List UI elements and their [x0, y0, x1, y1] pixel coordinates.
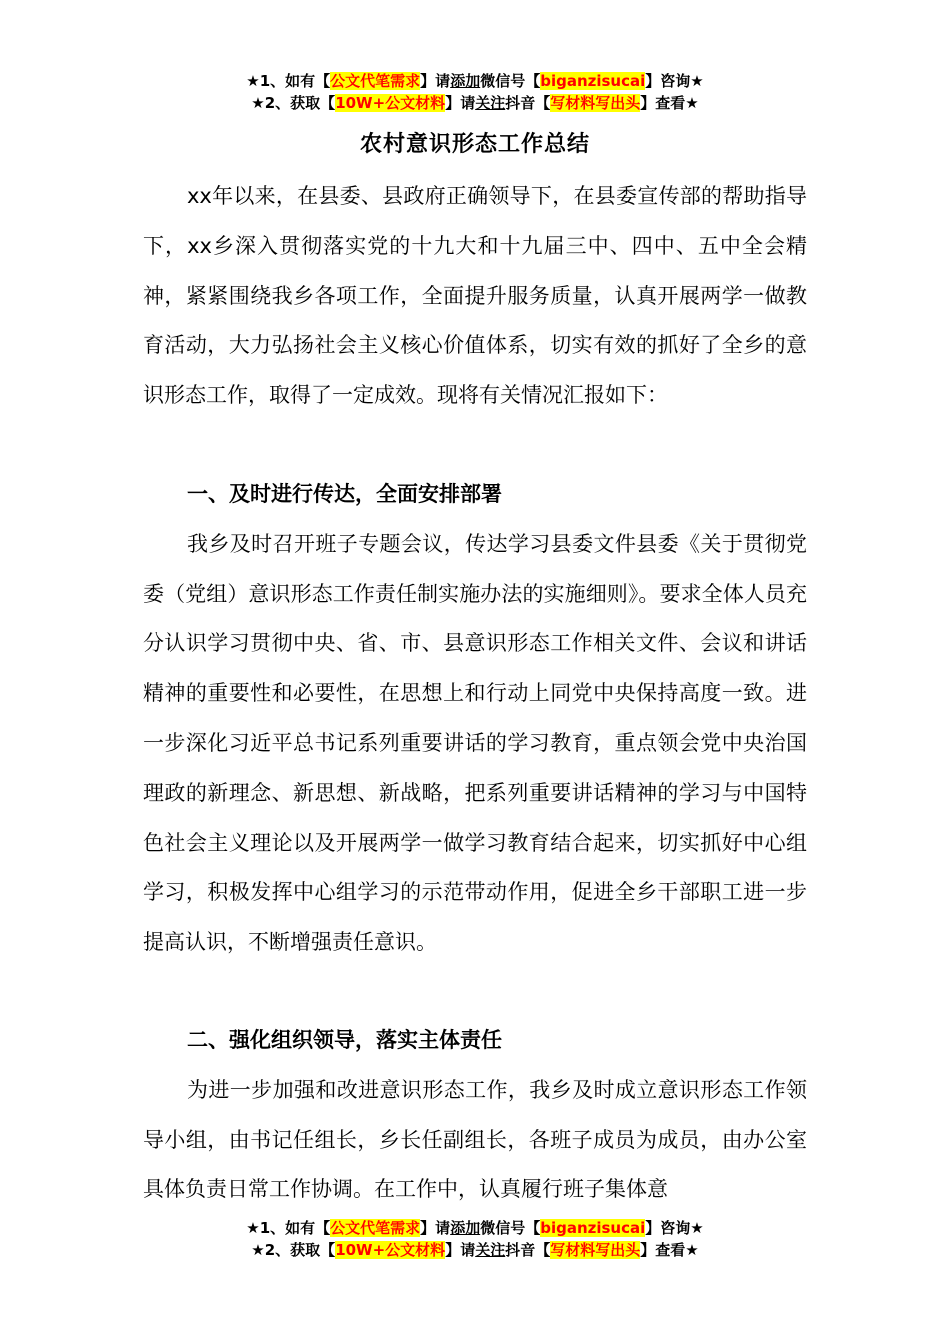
promo-banner-top: [0, 70, 950, 114]
promo-text: 】咨询★: [645, 1219, 704, 1237]
star-icon: ★: [251, 1241, 265, 1259]
promo-wechat-id: biganzisucai: [540, 72, 646, 90]
promo-text: 】请: [445, 94, 476, 112]
promo-highlight: 公文代笔需求: [330, 72, 421, 90]
star-icon: ★: [246, 72, 260, 90]
promo-text: 抖音【: [505, 1241, 551, 1259]
section-1-paragraph: 我乡及时召开班子专题会议，传达学习县委文件县委《关于贯彻党委（党组）意识形态工作责任制实施办法的实施细则》。要求全体人员充分认识学习贯彻中央、省、市、县意识形态工作相关文件、会议和讲话精神的重要性和必要性，在思想上和行动上同党中央保持高度一致。进一步深化习近平总书记系列重要讲话的学习教育，重点领会党中央治国理政的新理念、新思想、新战略，把系列重要讲话精神的学习与中国特色社会主义理论以及开展两学一做学习教育结合起来，切实抓好中心组学习，积极发挥中心组学习的示范带动作用，促进全乡干部职工进一步提高认识，不断增强责任意识。: [143, 531, 807, 955]
promo-text: 微信号【: [480, 72, 541, 90]
promo-line-2: [0, 92, 950, 114]
promo-underline: 添加: [450, 72, 481, 90]
promo-text: 抖音【: [505, 94, 551, 112]
promo-underline: 关注: [475, 1241, 506, 1259]
promo-douyin-id: 写材料写出头: [550, 1241, 641, 1259]
promo-line-1: [0, 70, 950, 92]
promo-text: 微信号【: [480, 1219, 541, 1237]
promo-highlight: 10W+公文材料: [335, 94, 446, 112]
document-title: 农村意识形态工作总结: [359, 132, 590, 157]
promo-underline: 关注: [475, 94, 506, 112]
star-icon: ★: [251, 94, 265, 112]
star-icon: ★: [246, 1219, 260, 1237]
promo-text: 】查看★: [640, 94, 699, 112]
intro-paragraph: xx年以来，在县委、县政府正确领导下，在县委宣传部的帮助指导下，xx乡深入贯彻落实党的十九大和十九届三中、四中、五中全会精神，紧紧围绕我乡各项工作，全面提升服务质量，认真开展两学一做教育活动，大力弘扬社会主义核心价值体系，切实有效的抓好了全乡的意识形态工作，取得了一定成效。现将有关情况汇报如下：: [143, 184, 807, 408]
section-2: [143, 1016, 807, 1214]
section-1: [143, 470, 807, 968]
promo-highlight: 10W+公文材料: [335, 1241, 446, 1259]
promo-text: 】咨询★: [645, 72, 704, 90]
promo-banner-bottom: [0, 1217, 950, 1261]
section-2-paragraph: 为进一步加强和改进意识形态工作，我乡及时成立意识形态工作领导小组，由书记任组长，乡长任副组长，各班子成员为成员，由办公室具体负责日常工作协调。在工作中，认真履行班子集体意: [143, 1077, 807, 1202]
promo-text: 1、如有【: [259, 1219, 331, 1237]
section-1-heading: 一、及时进行传达，全面安排部署: [187, 482, 502, 506]
intro-block: [143, 172, 807, 421]
promo-line-2: [0, 1239, 950, 1261]
promo-highlight: 公文代笔需求: [330, 1219, 421, 1237]
promo-text: 】查看★: [640, 1241, 699, 1259]
promo-douyin-id: 写材料写出头: [550, 94, 641, 112]
promo-line-1: [0, 1217, 950, 1239]
promo-text: 1、如有【: [259, 72, 331, 90]
promo-wechat-id: biganzisucai: [540, 1219, 646, 1237]
promo-underline: 添加: [450, 1219, 481, 1237]
promo-text: 】请: [420, 72, 451, 90]
promo-text: 2、获取【: [264, 94, 336, 112]
section-2-heading: 二、强化组织领导，落实主体责任: [187, 1028, 502, 1052]
promo-text: 】请: [420, 1219, 451, 1237]
promo-text: 】请: [445, 1241, 476, 1259]
promo-text: 2、获取【: [264, 1241, 336, 1259]
